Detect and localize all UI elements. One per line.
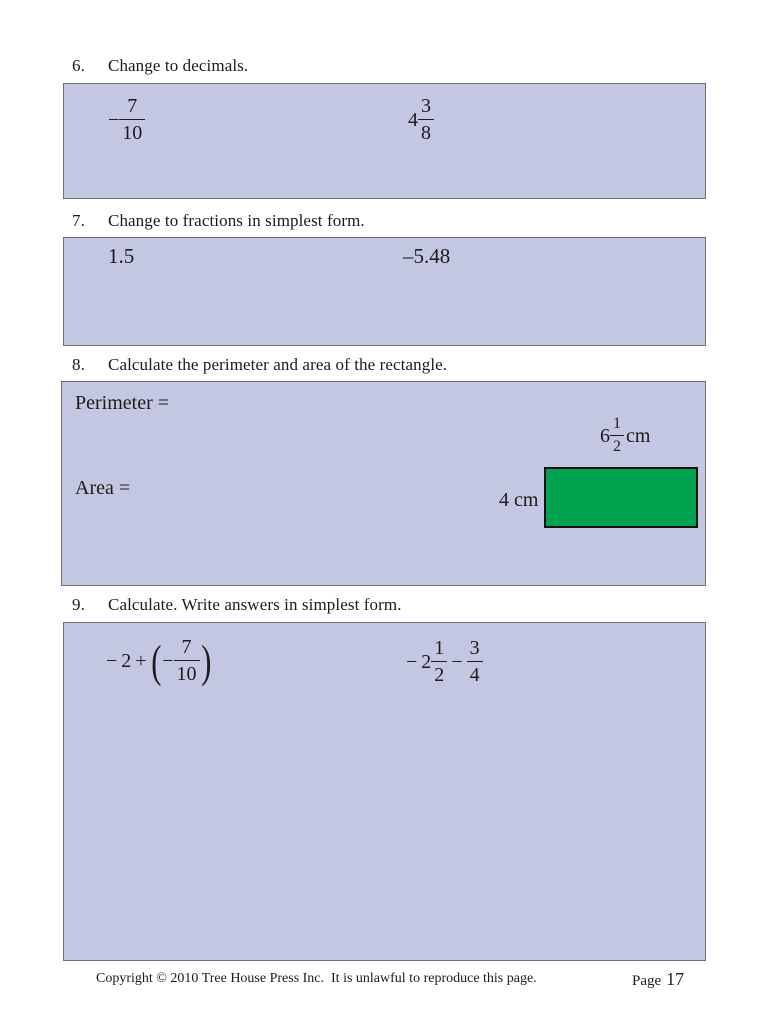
question-9-header: [72, 594, 402, 615]
denominator: 4: [467, 661, 483, 685]
question-7-answer-box: [63, 237, 706, 346]
question-7-number: 7.: [72, 211, 85, 230]
area-label: Area =: [75, 477, 131, 499]
question-9-answer-box: [63, 622, 706, 961]
question-6-header: [72, 55, 248, 76]
open-paren: (: [150, 634, 161, 687]
question-9-prompt: Calculate. Write answers in simplest form.: [108, 595, 402, 614]
denominator: 2: [431, 661, 447, 685]
whole-number: 4: [408, 108, 418, 131]
denominator: 8: [418, 119, 434, 143]
denominator: 10: [174, 660, 200, 684]
minus-sign: −: [406, 650, 418, 673]
fraction: [610, 416, 624, 455]
whole-number: 2: [421, 650, 432, 673]
fraction: [431, 638, 447, 685]
question-7-prompt: Change to fractions in simplest form.: [108, 211, 365, 230]
rectangle-figure: [544, 467, 698, 528]
fraction: [119, 96, 145, 143]
rectangle-width-label: [600, 416, 650, 455]
question-6-answer-box: [63, 83, 706, 199]
perimeter-label: Perimeter =: [75, 392, 170, 414]
question-8-header: [72, 354, 447, 375]
question-6-number: 6.: [72, 56, 85, 75]
page-number: 17: [666, 969, 685, 989]
rectangle-height-label: 4 cm: [499, 489, 539, 511]
fraction-negative-seven-tenths: [108, 96, 145, 143]
minus-sign: −: [162, 649, 174, 672]
expression-1: [106, 634, 212, 687]
copyright-text: Copyright © 2010 Tree House Press Inc. It is unlawful to reproduce this page.: [96, 971, 537, 986]
fraction: [467, 638, 483, 685]
question-8-prompt: Calculate the perimeter and area of the rectangle.: [108, 355, 448, 374]
numerator: 3: [421, 95, 431, 117]
page-label: Page: [632, 973, 662, 989]
question-8-number: 8.: [72, 355, 85, 374]
denominator: 10: [119, 119, 145, 143]
numerator: 1: [613, 415, 621, 432]
question-8-answer-box: [61, 381, 706, 586]
numerator: 7: [127, 95, 138, 117]
numerator: 1: [434, 637, 445, 659]
mixed-number-four-three-eighths: [408, 96, 434, 143]
fraction: [174, 637, 200, 684]
denominator: 2: [610, 435, 624, 455]
minus-sign: −: [451, 650, 463, 673]
page-indicator: [632, 969, 684, 990]
minus-sign: −: [106, 649, 118, 672]
decimal-value-2: –5.48: [403, 244, 451, 268]
minus-sign: −: [108, 108, 120, 131]
plus-sign: +: [135, 649, 147, 672]
fraction: [418, 96, 434, 143]
question-7-header: [72, 210, 365, 231]
unit-label: cm: [626, 424, 651, 447]
close-paren: ): [200, 634, 211, 687]
question-6-prompt: Change to decimals.: [108, 56, 249, 75]
numerator: 7: [181, 636, 192, 658]
numerator: 3: [469, 637, 480, 659]
expression-2: [406, 638, 483, 685]
question-9-number: 9.: [72, 595, 85, 614]
whole-number: 6: [600, 424, 610, 447]
decimal-value-1: 1.5: [108, 244, 135, 268]
operand: 2: [121, 649, 132, 672]
